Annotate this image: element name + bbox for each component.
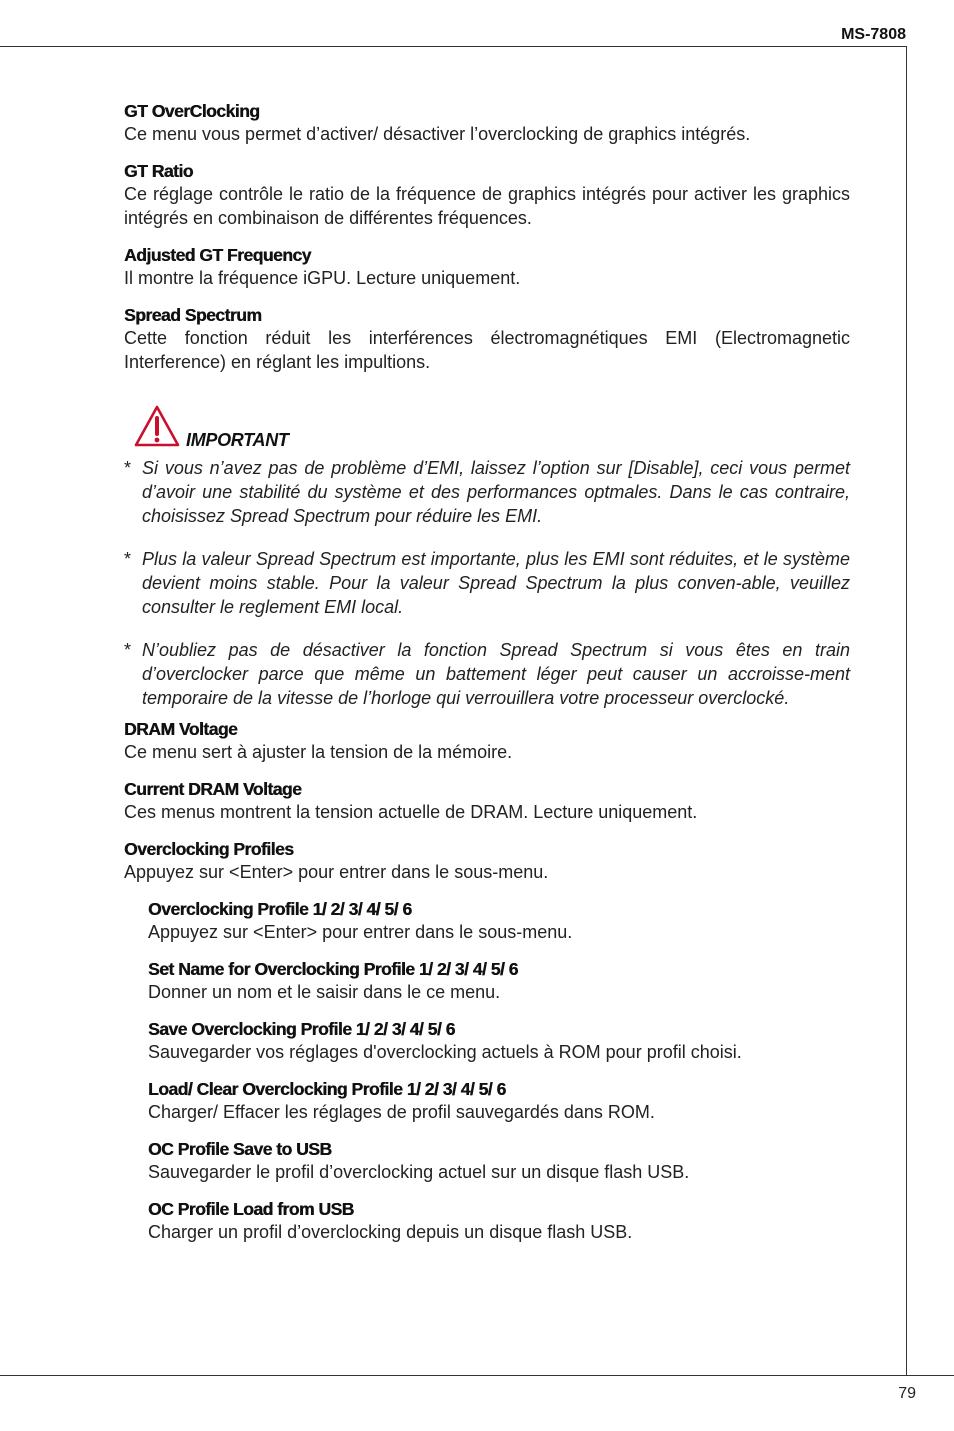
section-text: Ces menus montrent la tension actuelle de DRAM. Lecture uniquement. bbox=[124, 802, 698, 822]
section-adjusted-gt-frequency bbox=[124, 244, 850, 290]
section-text: Ce réglage contrôle le ratio de la fréquence de graphics intégrés pour activer les graphics intégrés en combinaison de différentes fréquences. bbox=[124, 184, 850, 228]
subsection-title: Set Name for Overclocking Profile 1/ 2/ 3/ 4/ 5/ 6 bbox=[148, 959, 518, 979]
section-title: GT OverClocking bbox=[124, 101, 260, 121]
section-overclocking-profiles bbox=[124, 838, 850, 884]
section-text: Ce menu sert à ajuster la tension de la mémoire. bbox=[124, 742, 513, 762]
section-title: Overclocking Profiles bbox=[124, 839, 294, 859]
important-item bbox=[124, 638, 850, 710]
subsection-text: Charger/ Effacer les réglages de profil sauvegardés dans ROM. bbox=[148, 1102, 655, 1122]
important-header bbox=[124, 404, 850, 456]
section-title: Adjusted GT Frequency bbox=[124, 245, 311, 265]
warning-triangle-icon bbox=[134, 404, 180, 448]
section-text: Appuyez sur <Enter> pour entrer dans le sous-menu. bbox=[124, 862, 549, 882]
important-item-text: N’oubliez pas de désactiver la fonction Spread Spectrum si vous êtes en train d’overclocker parce que même un battement léger peut causer un accroisse-ment temporaire de la vitesse de l’horloge qui verrouillera votre processeur overclocké. bbox=[142, 640, 850, 708]
subsection-text: Charger un profil d’overclocking depuis un disque flash USB. bbox=[148, 1222, 633, 1242]
subsection-title: Load/ Clear Overclocking Profile 1/ 2/ 3/ 4/ 5/ 6 bbox=[148, 1079, 506, 1099]
subsection-text: Donner un nom et le saisir dans le ce menu. bbox=[148, 982, 501, 1002]
section-gt-ratio bbox=[124, 160, 850, 230]
side-rule bbox=[906, 46, 907, 1375]
important-title: IMPORTANT bbox=[186, 430, 289, 450]
section-title: Spread Spectrum bbox=[124, 305, 262, 325]
section-current-dram-voltage bbox=[124, 778, 850, 824]
section-text: Cette fonction réduit les interférences électromagnétiques EMI (Electromagnetic Interference) en réglant les impultions. bbox=[124, 328, 850, 372]
subsection-title: Save Overclocking Profile 1/ 2/ 3/ 4/ 5/ 6 bbox=[148, 1019, 455, 1039]
important-item bbox=[124, 456, 850, 528]
subsection-save-to-usb bbox=[124, 1138, 850, 1184]
page-content bbox=[124, 100, 850, 1258]
header-rule bbox=[0, 46, 906, 47]
subsection-text: Appuyez sur <Enter> pour entrer dans le sous-menu. bbox=[148, 922, 573, 942]
important-notice bbox=[124, 404, 850, 710]
bullet: * bbox=[124, 458, 132, 478]
bullet: * bbox=[124, 640, 132, 660]
subsection-set-name bbox=[124, 958, 850, 1004]
section-title: GT Ratio bbox=[124, 161, 193, 181]
important-item-text: Si vous n’avez pas de problème d’EMI, laissez l’option sur [Disable], ceci vous permet d’avoir une stabilité du système et des performances optmales. Dans le cas contraire, choisissez Spread Spectrum pour réduire les EMI. bbox=[142, 458, 850, 526]
subsection-text: Sauvegarder vos réglages d'overclocking actuels à ROM pour profil choisi. bbox=[148, 1042, 742, 1062]
page-number: 79 bbox=[898, 1385, 916, 1402]
subsection-title: OC Profile Save to USB bbox=[148, 1139, 332, 1159]
section-text: Il montre la fréquence iGPU. Lecture uniquement. bbox=[124, 268, 521, 288]
section-title: DRAM Voltage bbox=[124, 719, 238, 739]
subsection-overclocking-profile bbox=[124, 898, 850, 944]
subsection-text: Sauvegarder le profil d’overclocking actuel sur un disque flash USB. bbox=[148, 1162, 690, 1182]
important-item bbox=[124, 547, 850, 619]
bullet: * bbox=[124, 549, 132, 569]
section-gt-overclocking bbox=[124, 100, 850, 146]
section-title: Current DRAM Voltage bbox=[124, 779, 302, 799]
section-dram-voltage bbox=[124, 718, 850, 764]
section-spread-spectrum bbox=[124, 304, 850, 374]
subsection-load-from-usb bbox=[124, 1198, 850, 1244]
subsection-load-clear-profile bbox=[124, 1078, 850, 1124]
subsection-title: Overclocking Profile 1/ 2/ 3/ 4/ 5/ 6 bbox=[148, 899, 412, 919]
footer-rule bbox=[0, 1375, 954, 1376]
subsection-save-profile bbox=[124, 1018, 850, 1064]
important-item-text: Plus la valeur Spread Spectrum est importante, plus les EMI sont réduites, et le système devient moins stable. Pour la valeur Spread Spectrum la plus conven-able, veuillez consulter le reglement EMI local. bbox=[142, 549, 850, 617]
model-number: MS-7808 bbox=[841, 26, 906, 43]
subsection-title: OC Profile Load from USB bbox=[148, 1199, 354, 1219]
section-text: Ce menu vous permet d’activer/ désactiver l’overclocking de graphics intégrés. bbox=[124, 124, 751, 144]
